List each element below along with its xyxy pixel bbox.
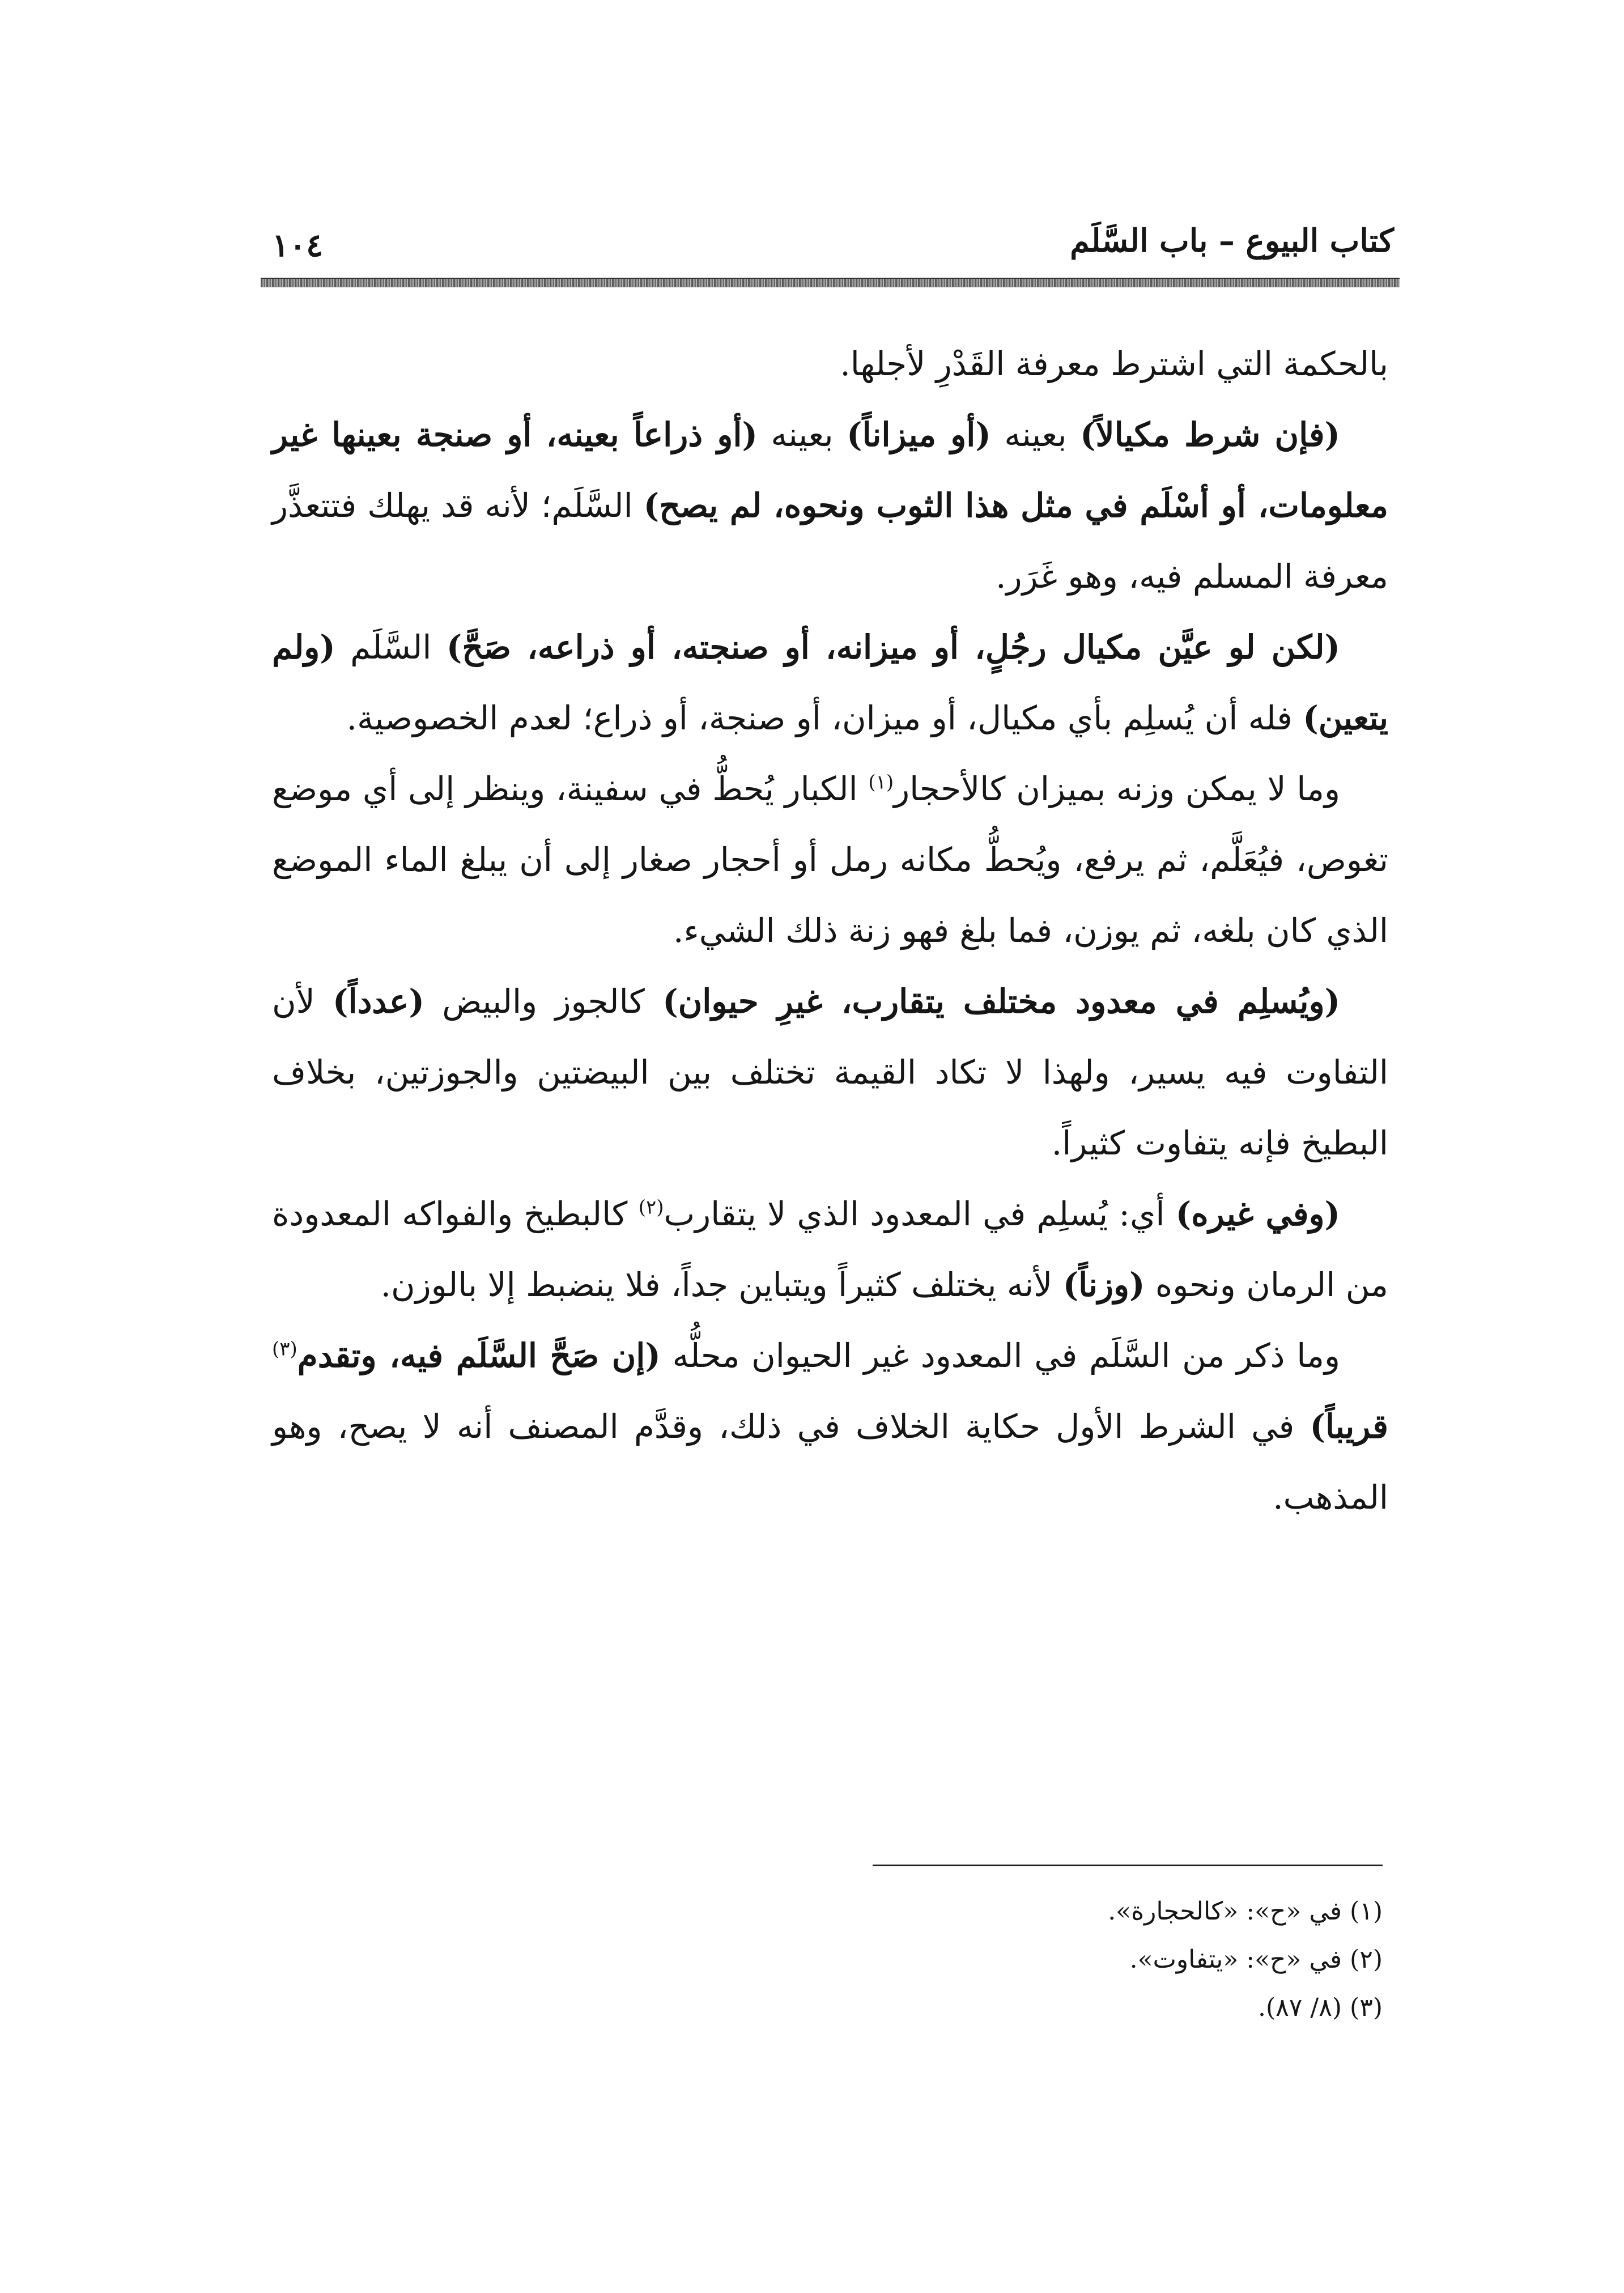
paragraph-4 <box>272 754 1388 966</box>
footnote-2: (٢) في «ح»: «يتفاوت». <box>1129 1945 1383 1974</box>
chapter-title: كتاب البيوع – باب السَّلَم <box>1070 222 1394 260</box>
matn-text: (فإن شرط مكيالاً) <box>1080 415 1340 454</box>
text-run: الكبار يُحطُّ في سفينة، وينظر إلى أي موضع تغوص، فيُعَلَّم، ثم يرفع، ويُحطُّ مكانه رمل أو أحجار صغار إلى أن يبلغ الماء الموضع الذي كان بلغه، ثم يوزن، فما بلغ فهو زنة ذلك الشيء. <box>272 770 1388 950</box>
matn-text: (أو ميزاناً) <box>847 415 991 454</box>
matn-text: (أو ذراعاً بعينه، أو صنجة بعينها غير معلومات، أو أسْلَم في مثل هذا الثوب ونحوه، لم يصح) <box>272 415 1388 525</box>
text-run: كالجوز والبيض <box>424 982 663 1021</box>
text-run: بعينه <box>990 415 1081 454</box>
text-run: بعينه <box>757 415 847 454</box>
footnote-separator <box>873 1865 1383 1866</box>
matn-text: (ويُسلِم في معدود مختلف يتقارب، غيرِ حيوان) <box>662 982 1341 1021</box>
text-run: أي: يُسلِم في المعدود الذي لا يتقارب <box>664 1195 1176 1233</box>
footnote-ref[interactable]: (٢) <box>638 1196 664 1219</box>
text-run: وما ذكر من السَّلَم في المعدود غير الحيوان محلُّه <box>660 1336 1340 1375</box>
footnote-3: (٣) (٨/ ٨٧). <box>1257 1993 1383 2022</box>
main-text <box>272 329 1388 1533</box>
text-run: لأن التفاوت فيه يسير، ولهذا لا تكاد القيمة تختلف بين البيضتين والجوزتين، بخلاف البطيخ فإنه يتفاوت كثيراً. <box>272 982 1388 1162</box>
paragraph-5 <box>272 966 1388 1179</box>
paragraph-2 <box>272 400 1388 612</box>
paragraph-1 <box>272 329 1388 400</box>
running-header <box>272 218 1394 269</box>
paragraph-6 <box>272 1179 1388 1320</box>
header-rule <box>261 278 1400 287</box>
footnote-ref[interactable]: (١) <box>868 771 894 794</box>
matn-text: (لكن لو عيَّن مكيال رجُلٍ، أو ميزانه، أو صنجته، أو ذراعه، صَحَّ) <box>446 628 1340 666</box>
matn-text: (عدداً) <box>333 982 424 1021</box>
text-run: كالبطيخ والفواكه المعدودة من الرمان ونحوه <box>272 1195 1388 1304</box>
paragraph-3 <box>272 612 1388 754</box>
text-run: السَّلَم؛ لأنه قد يهلك فتتعذَّر معرفة المسلم فيه، وهو غَرَر. <box>272 486 1388 596</box>
matn-text: قريباً) <box>1310 1407 1388 1446</box>
footnotes <box>839 1887 1383 2032</box>
text-run: بالحكمة التي اشترط معرفة القَدْرِ لأجلها. <box>840 345 1388 383</box>
text-run: لأنه يختلف كثيراً ويتباين جداً، فلا ينضبط إلا بالوزن. <box>380 1266 1063 1304</box>
footnote-ref[interactable]: (٣) <box>272 1337 297 1361</box>
matn-text: (ولم يتعين) <box>272 628 1388 737</box>
footnote-1: (١) في «ح»: «كالحجارة». <box>1108 1897 1383 1926</box>
page-number: ١٠٤ <box>272 227 324 264</box>
text-run: فله أن يُسلِم بأي مكيال، أو ميزان، أو صنجة، أو ذراع؛ لعدم الخصوصية. <box>346 699 1303 737</box>
text-run: وما لا يمكن وزنه بميزان كالأحجار <box>894 770 1341 808</box>
text-run: السَّلَم <box>335 628 447 666</box>
matn-text: (إن صَحَّ السَّلَم فيه، وتقدم <box>297 1336 661 1375</box>
text-run: في الشرط الأول حكاية الخلاف في ذلك، وقدَّم المصنف أنه لا يصح، وهو المذهب. <box>272 1407 1388 1517</box>
matn-text: (وزناً) <box>1062 1266 1145 1304</box>
paragraph-7 <box>272 1320 1388 1533</box>
matn-text: (وفي غيره) <box>1175 1195 1340 1233</box>
